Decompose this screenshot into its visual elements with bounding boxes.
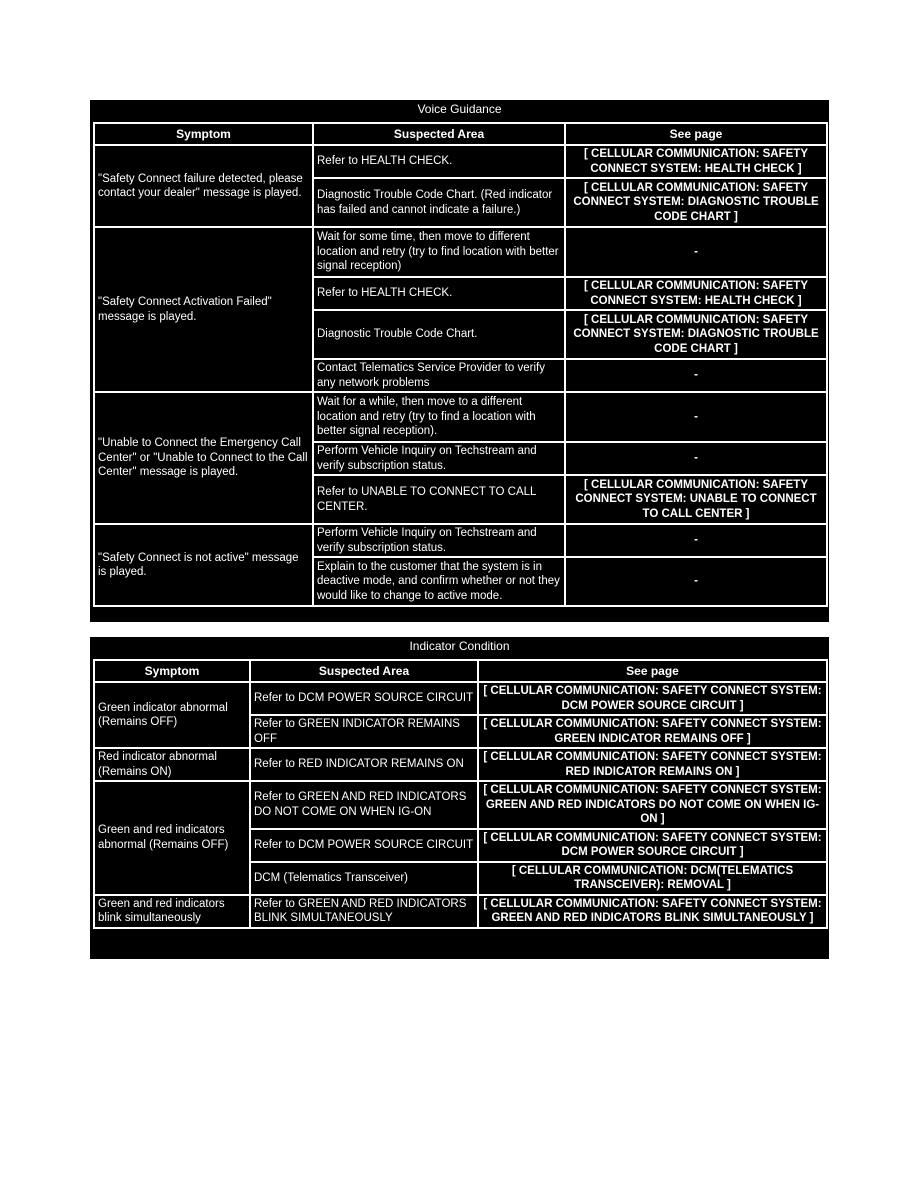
suspected-area-cell: Refer to GREEN INDICATOR REMAINS OFF (250, 715, 478, 748)
suspected-area-cell: Diagnostic Trouble Code Chart. (313, 310, 565, 359)
see-page-cell: - (565, 227, 827, 277)
indicator-condition-title: Indicator Condition (409, 639, 510, 653)
see-page-cell: [ CELLULAR COMMUNICATION: SAFETY CONNECT SYSTEM: RED INDICATOR REMAINS ON ] (478, 748, 827, 781)
suspected-area-cell: Wait for a while, then move to a different location and retry (try to find a location with better signal reception). (313, 392, 565, 442)
header-see-page: See page (565, 123, 827, 145)
suspected-area-cell: Refer to UNABLE TO CONNECT TO CALL CENTER. (313, 475, 565, 524)
symptom-cell: Green indicator abnormal (Remains OFF) (94, 682, 250, 748)
symptom-cell: "Safety Connect is not active" message is played. (94, 524, 313, 606)
suspected-area-cell: Refer to DCM POWER SOURCE CIRCUIT (250, 682, 478, 715)
suspected-area-cell: Perform Vehicle Inquiry on Techstream and verify subscription status. (313, 524, 565, 557)
suspected-area-cell: Refer to RED INDICATOR REMAINS ON (250, 748, 478, 781)
suspected-area-cell: Explain to the customer that the system is in deactive mode, and confirm whether or not they would like to change to active mode. (313, 557, 565, 606)
suspected-area-cell: DCM (Telematics Transceiver) (250, 862, 478, 895)
symptom-cell: Red indicator abnormal (Remains ON) (94, 748, 250, 781)
see-page-cell: - (565, 442, 827, 475)
see-page-cell: [ CELLULAR COMMUNICATION: DCM(TELEMATICS TRANSCEIVER): REMOVAL ] (478, 862, 827, 895)
see-page-cell: [ CELLULAR COMMUNICATION: SAFETY CONNECT SYSTEM: DCM POWER SOURCE CIRCUIT ] (478, 682, 827, 715)
see-page-cell: [ CELLULAR COMMUNICATION: SAFETY CONNECT SYSTEM: GREEN AND RED INDICATORS BLINK SIMULTANEOUSLY ] (478, 895, 827, 928)
suspected-area-cell: Wait for some time, then move to different location and retry (try to find location with better signal reception) (313, 227, 565, 277)
see-page-cell: [ CELLULAR COMMUNICATION: SAFETY CONNECT SYSTEM: GREEN AND RED INDICATORS DO NOT COME ON WHEN IG-ON ] (478, 781, 827, 829)
see-page-cell: - (565, 359, 827, 392)
table-row (94, 227, 827, 277)
see-page-cell: - (565, 557, 827, 606)
indicator-condition-panel (90, 637, 829, 959)
indicator-condition-table (93, 659, 828, 929)
header-suspected-area: Suspected Area (250, 660, 478, 682)
table-row (94, 145, 827, 178)
see-page-cell: [ CELLULAR COMMUNICATION: SAFETY CONNECT SYSTEM: GREEN INDICATOR REMAINS OFF ] (478, 715, 827, 748)
see-page-cell: [ CELLULAR COMMUNICATION: SAFETY CONNECT SYSTEM: UNABLE TO CONNECT TO CALL CENTER ] (565, 475, 827, 524)
symptom-cell: Green and red indicators abnormal (Remains OFF) (94, 781, 250, 895)
see-page-cell: [ CELLULAR COMMUNICATION: SAFETY CONNECT SYSTEM: HEALTH CHECK ] (565, 277, 827, 310)
see-page-cell: [ CELLULAR COMMUNICATION: SAFETY CONNECT SYSTEM: DIAGNOSTIC TROUBLE CODE CHART ] (565, 178, 827, 227)
see-page-cell: [ CELLULAR COMMUNICATION: SAFETY CONNECT SYSTEM: HEALTH CHECK ] (565, 145, 827, 178)
suspected-area-cell: Perform Vehicle Inquiry on Techstream and verify subscription status. (313, 442, 565, 475)
header-suspected-area: Suspected Area (313, 123, 565, 145)
header-symptom: Symptom (94, 123, 313, 145)
table-row (94, 524, 827, 557)
suspected-area-cell: Contact Telematics Service Provider to verify any network problems (313, 359, 565, 392)
see-page-cell: - (565, 392, 827, 442)
see-page-cell: [ CELLULAR COMMUNICATION: SAFETY CONNECT SYSTEM: DIAGNOSTIC TROUBLE CODE CHART ] (565, 310, 827, 359)
table-row (94, 748, 827, 781)
table-row (94, 392, 827, 442)
symptom-cell: "Safety Connect failure detected, please contact your dealer" message is played. (94, 145, 313, 227)
symptom-cell: "Unable to Connect the Emergency Call Center" or "Unable to Connect to the Call Center" message is played. (94, 392, 313, 524)
voice-guidance-table (93, 122, 828, 607)
header-row (94, 123, 827, 145)
voice-guidance-panel (90, 100, 829, 622)
header-symptom: Symptom (94, 660, 250, 682)
voice-guidance-title: Voice Guidance (417, 102, 502, 116)
table-row (94, 895, 827, 928)
suspected-area-cell: Refer to HEALTH CHECK. (313, 277, 565, 310)
see-page-cell: [ CELLULAR COMMUNICATION: SAFETY CONNECT SYSTEM: DCM POWER SOURCE CIRCUIT ] (478, 829, 827, 862)
suspected-area-cell: Refer to HEALTH CHECK. (313, 145, 565, 178)
suspected-area-cell: Diagnostic Trouble Code Chart. (Red indicator has failed and cannot indicate a failure.) (313, 178, 565, 227)
symptom-cell: "Safety Connect Activation Failed" message is played. (94, 227, 313, 392)
suspected-area-cell: Refer to DCM POWER SOURCE CIRCUIT (250, 829, 478, 862)
symptom-cell: Green and red indicators blink simultaneously (94, 895, 250, 928)
see-page-cell: - (565, 524, 827, 557)
suspected-area-cell: Refer to GREEN AND RED INDICATORS DO NOT COME ON WHEN IG-ON (250, 781, 478, 829)
table-row (94, 682, 827, 715)
header-see-page: See page (478, 660, 827, 682)
table-row (94, 781, 827, 829)
suspected-area-cell: Refer to GREEN AND RED INDICATORS BLINK SIMULTANEOUSLY (250, 895, 478, 928)
header-row (94, 660, 827, 682)
